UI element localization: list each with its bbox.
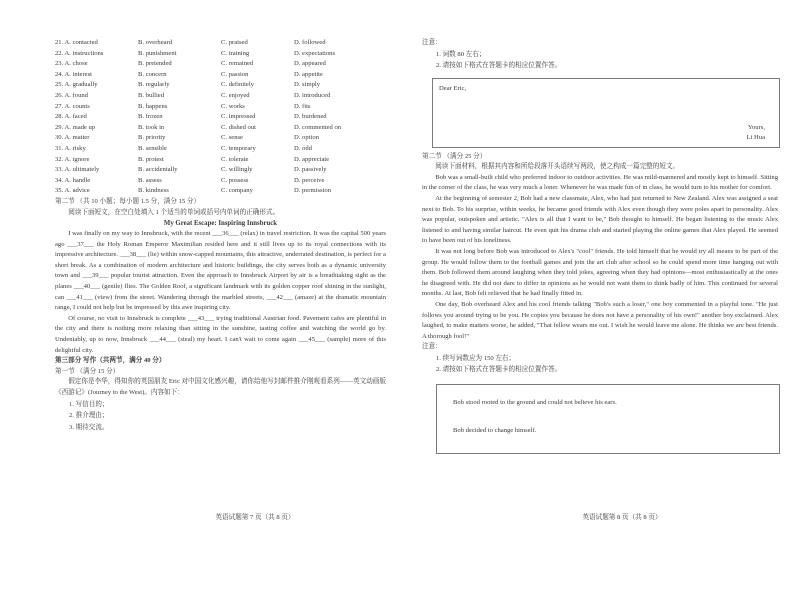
mcq-option: D. permission [294,187,331,195]
mcq-option: D. appetite [294,70,323,78]
mcq-option: 29. A. made up [55,123,96,131]
mcq-option: B. sensible [138,144,167,152]
mcq-option: D. simply [294,81,321,89]
mcq-option: C. dished out [221,123,256,131]
passage-paragraph-2: Of course, no visit to Innsbruck is complete ___43___ trying traditional Austrian food. Pavement cafes are plentiful in the city and there is nothing more relaxing than sitting in the sunshine, tasting coffee and watching the world go by. Undeniably, up to now, Innsbruck ___44___ (steal) my heart. I can't wait to come again ___45___ (sample) more of this delightful city. [55,314,386,354]
mcq-option: 24. A. interest [55,70,92,78]
mcq-option: D. burdened [294,113,327,121]
writing-point: 1. 写信目的； [69,400,109,408]
mcq-option: B. kindness [138,187,169,195]
mcq-row [55,91,385,102]
mcq-option: C. possess [221,176,249,184]
continuation-section-heading: 第二节 （满分 25 分） [422,152,487,160]
mcq-option: B. protest [138,155,164,163]
mcq-option: B. accidentally [138,166,178,174]
story-paragraph-4: One day, Bob overheard Alex and his cool friends talking "Bob's such a loser," one boy commented in a playful tone. "He just follows you around trying to be you. He copies you because he does not have a personality of his own!" another boy exclaimed. Alex laughed, to make matters worse, he added, "That fellow wears me out. I wish he would leave me alone. He thinks we are best friends. A thorough fool!" [422,300,778,340]
mcq-option: C. temporary [221,144,256,152]
mcq-option: C. works [221,102,245,110]
writing-points [55,399,386,434]
mcq-option: B. priority [138,134,166,142]
mcq-row [55,186,385,197]
mcq-option: C. company [221,187,253,195]
mcq-option: D. passively [294,166,327,174]
writing-point: 2. 推介理由； [69,412,109,420]
section2-heading: 第二节 （共 10 小题；每小题 1.5 分，满分 15 分） [55,197,201,205]
notes2-list [422,353,778,376]
mcq-option: B. happens [138,102,168,110]
mcq-option: B. frozen [138,113,163,121]
mcq-options [55,38,385,197]
mcq-option: D. odd [294,144,312,152]
mcq-option: C. praised [221,39,248,46]
mcq-row [55,80,385,91]
mcq-row [55,59,385,70]
continuation-opening-1: Bob stood rooted to the ground and could not believe his ears. [453,398,617,406]
mcq-option: C. definitely [221,81,254,89]
mcq-row [55,133,385,144]
mcq-option: C. sense [221,134,243,142]
mcq-option: 21. A. contacted [55,39,98,46]
mcq-option: D. appeared [294,60,326,68]
mcq-row [55,155,385,166]
mcq-option: 34. A. handle [55,176,91,184]
letter-closing: Yours, [747,123,765,131]
mcq-option: D. appreciate [294,155,330,163]
mcq-option: C. passion [221,70,249,78]
mcq-option: B. concern [138,70,167,78]
mcq-option: 31. A. risky [55,144,86,152]
mcq-option: B. assess [138,176,162,184]
continuation-opening-2: Bob decided to change himself. [453,426,537,434]
mcq-row [55,144,385,155]
mcq-option: 28. A. faced [55,113,87,121]
notes-list [422,49,778,72]
story-paragraph-1: Bob was a small-built child who preferred indoor to outdoor activities. He was mild-mannered and mostly kept to himself. Sitting in the corner of the class, he was very much a loner. Whenever he was made fun of in class, he would turn to his mother for comfort. [422,173,778,192]
writing-point: 3. 期待交流。 [69,423,109,431]
continuation-instruction: 阅读下面材料，根据其内容和所给段落开头语续写两段，使之构成一篇完整的短文。 [435,163,680,171]
mcq-option: 22. A. instructions [55,49,104,57]
section2-instruction: 阅读下面短文，在空白处填入 1 个适当的单词或括号内单词的正确形式。 [68,208,280,216]
mcq-option: B. punishment [138,49,177,57]
mcq-option: B. pretended [138,60,172,68]
story-paragraph-2: At the beginning of semester 2, Bob had a new classmate, Alex, who had just returned to New Zealand. Alex was assigned a seat next to Bob. To his surprise, within weeks, he became good friends with Alex even though they were poles apart in personality. Alex was popular, outspoken and artistic. "Alex is all that I want to be," Bob thought to himself. He began listening to the music Alex listened to and having similar haircut. He even quit his drama club and started playing the online games that Alex played. He seemed to have been out of his loneliness. [422,194,778,245]
mcq-option: B. regularly [138,81,170,89]
passage-title: My Great Escape: Inspiring Innsbruck [163,220,278,228]
note-item: 1. 词数 80 左右； [436,50,486,58]
mcq-option: D. followed [294,39,326,46]
passage-paragraph-1: I was finally on my way to Innsbruck, with the recent ___36___ (relax) in travel restriction. It was the capital 500 years ago ___37___ the Holy Roman Emperor Maximilian resided here and it still lives up to its royal connections with its impressive architecture. ___38___ (lie) within snow-capped mountains, this attractive, underrated destination, is perfect for a short break. As a combination of modern architecture and historic buildings, the city serves both as a dynamic university town and ___39___ popular tourist attraction. Even the approach to Innsbruck Airport by air is a breathtaking sight as the planes ___40___ (gentle) flies. The Golden Roof, a significant landmark with its golden copper roof shining in the sunlight, can ___41___ (view) from the street. Wandering through the marbled streets, ___42___ (amaze) at the dramatic mountain range, I could not help but be impressed by this awe inspiring city. [55,230,386,312]
mcq-option: C. training [221,49,250,57]
mcq-option: D. introduced [294,91,331,99]
mcq-row [55,176,385,187]
part3-heading: 第三部分 写作（共两节，满分 40 分） [55,357,166,365]
mcq-option: D. option [294,134,319,142]
story-paragraph-3: It was not long before Bob was introduced to Alex's "cool" friends. He told himself that he would try all means to be part of the group. He would follow them to the football games and join the art club after school so he could spend more time hanging out with them. Bob followed them around laughing when they told jokes, agreeing when they had opinions—most enthusiastically at the ones he disagreed with. He did not dare to differ in opinions as he would not want them to think badly of him. This continued for several months. At last, Bob felt relieved that he had finally fitted in. [422,247,778,298]
mcq-option: D. commented on [294,123,342,131]
mcq-option: B. bullied [138,91,165,99]
mcq-row [55,123,385,134]
mcq-row [55,38,385,49]
mcq-option: B. took in [138,123,165,131]
mcq-option: 26. A. found [55,91,88,99]
mcq-option: C. willingly [221,166,253,174]
mcq-option: D. fits [294,102,311,110]
mcq-option: C. remained [221,60,254,68]
mcq-option: 32. A. ignore [55,155,90,163]
letter-answer-box [432,78,780,148]
mcq-option: C. enjoyed [221,91,250,99]
note-item: 1. 续写词数应为 150 左右； [436,354,516,362]
mcq-option: D. expectations [294,49,336,57]
mcq-option: 25. A. gradually [55,81,98,89]
mcq-option: 30. A. matter [55,134,90,142]
mcq-option: C. tolerate [221,155,249,163]
letter-signature: Li Hua [746,133,765,141]
mcq-row [55,49,385,60]
letter-greeting: Dear Eric, [439,84,467,92]
mcq-option: 23. A. chose [55,60,88,68]
mcq-option: 35. A. advice [55,187,90,195]
notes-heading: 注意： [422,39,442,46]
mcq-row [55,112,385,123]
mcq-option: C. impressed [221,113,256,121]
mcq-row [55,102,385,113]
continuation-answer-box [436,384,780,454]
mcq-option: 33. A. ultimately [55,166,100,174]
mcq-option: D. perceive [294,176,325,184]
right-page [400,0,800,591]
mcq-row [55,70,385,81]
note-item: 2. 请按如下格式在答题卡的相应位置作答。 [436,366,562,374]
writing-section1-heading: 第一节 （满分 15 分） [55,367,120,375]
writing-section1-prompt: 假定你是李华，得知你的英国朋友 Eric 对中国文化感兴趣，请你给他写封邮件推介刚观看系列——英文动画版《西游记》(Journey to the West)。内容如下： [55,378,386,396]
page-footer: 英语试题第 7 页（共 8 页） [215,514,295,521]
mcq-option: 27. A. counts [55,102,90,110]
mcq-option: B. overheard [138,39,173,46]
mcq-row [55,165,385,176]
page-footer: 英语试题第 8 页（共 8 页） [582,514,662,521]
notes2-heading: 注意： [422,343,442,351]
note-item: 2. 请按如下格式在答题卡的相应位置作答。 [436,62,562,70]
